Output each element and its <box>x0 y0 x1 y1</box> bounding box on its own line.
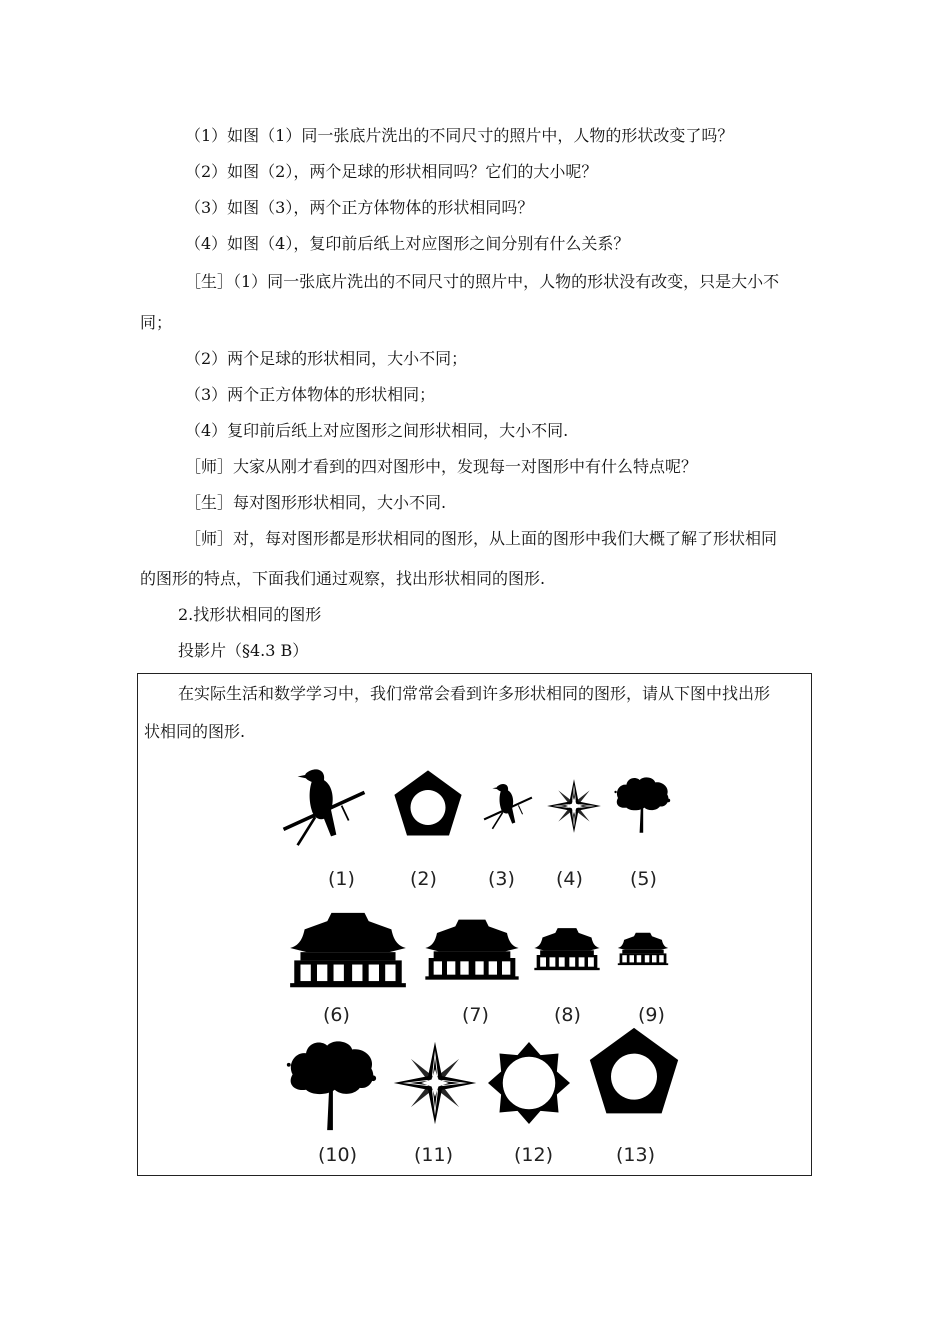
exercise-box <box>137 673 812 1176</box>
compass-star-icon <box>392 1040 478 1126</box>
figure-label-9: (9) <box>638 1004 665 1026</box>
figure-9 <box>616 930 670 966</box>
tree-icon <box>610 774 674 834</box>
paragraph-10: ［师］大家从刚才看到的四对图形中，发现每一对图形中有什么特点呢？ <box>185 457 698 476</box>
slide-reference: 投影片（§4.3 B） <box>178 641 309 660</box>
figure-label-10: (10) <box>318 1144 358 1166</box>
figure-12 <box>488 1042 570 1124</box>
pentagon-ring-icon <box>393 769 463 839</box>
figure-label-13: (13) <box>616 1144 656 1166</box>
figure-2 <box>393 769 463 839</box>
figure-1 <box>280 766 368 854</box>
paragraph-6: 同； <box>140 313 173 332</box>
paragraph-7: （2）两个足球的形状相同，大小不同； <box>185 349 468 368</box>
figure-label-6: (6) <box>323 1004 350 1026</box>
bird-icon <box>280 766 368 854</box>
figure-5 <box>610 774 674 834</box>
figure-label-8: (8) <box>554 1004 581 1026</box>
paragraph-1: （1）如图（1）同一张底片洗出的不同尺寸的照片中，人物的形状改变了吗？ <box>185 126 734 145</box>
section-heading: 2.找形状相同的图形 <box>178 605 322 624</box>
figure-10 <box>278 1036 384 1132</box>
pavilion-icon <box>616 930 670 966</box>
paragraph-12: ［师］对，每对图形都是形状相同的图形，从上面的图形中我们大概了解了形状相同 <box>185 529 778 548</box>
box-text-line-1: 在实际生活和数学学习中，我们常常会看到许多形状相同的图形，请从下图中找出形 <box>178 684 771 703</box>
paragraph-2: （2）如图（2），两个足球的形状相同吗？它们的大小呢？ <box>185 162 598 181</box>
pavilion-icon <box>286 906 410 990</box>
figure-7 <box>422 914 522 982</box>
paragraph-5: ［生］（1）同一张底片洗出的不同尺寸的照片中，人物的形状没有改变，只是大小不 <box>185 272 780 291</box>
figure-4 <box>546 778 602 834</box>
figure-6 <box>286 906 410 990</box>
figure-3 <box>482 782 534 834</box>
paragraph-8: （3）两个正方体物体的形状相同； <box>185 385 436 404</box>
compass-star-icon <box>546 778 602 834</box>
figure-label-7: (7) <box>462 1004 489 1026</box>
figure-label-5: (5) <box>630 868 657 890</box>
figure-label-4: (4) <box>556 868 583 890</box>
figure-label-3: (3) <box>488 868 515 890</box>
figure-label-11: (11) <box>414 1144 454 1166</box>
paragraph-11: ［生］每对图形形状相同，大小不同. <box>185 493 447 512</box>
figure-label-12: (12) <box>514 1144 554 1166</box>
figure-13 <box>586 1026 682 1118</box>
pentagon-ring-icon <box>586 1026 682 1118</box>
bird-icon <box>482 782 534 834</box>
paragraph-3: （3）如图（3），两个正方体物体的形状相同吗？ <box>185 198 534 217</box>
figure-11 <box>392 1040 478 1126</box>
pavilion-icon <box>422 914 522 982</box>
paragraph-13: 的图形的特点，下面我们通过观察，找出形状相同的图形. <box>140 569 546 588</box>
figure-label-1: (1) <box>328 868 355 890</box>
tree-icon <box>278 1036 384 1132</box>
figure-label-2: (2) <box>410 868 437 890</box>
box-text-line-2: 状相同的图形. <box>144 722 246 741</box>
figure-8 <box>532 924 602 972</box>
pavilion-icon <box>532 924 602 972</box>
paragraph-4: （4）如图（4），复印前后纸上对应图形之间分别有什么关系？ <box>185 234 630 253</box>
paragraph-9: （4）复印前后纸上对应图形之间形状相同，大小不同. <box>185 421 569 440</box>
octagram-ring-icon <box>488 1042 570 1124</box>
